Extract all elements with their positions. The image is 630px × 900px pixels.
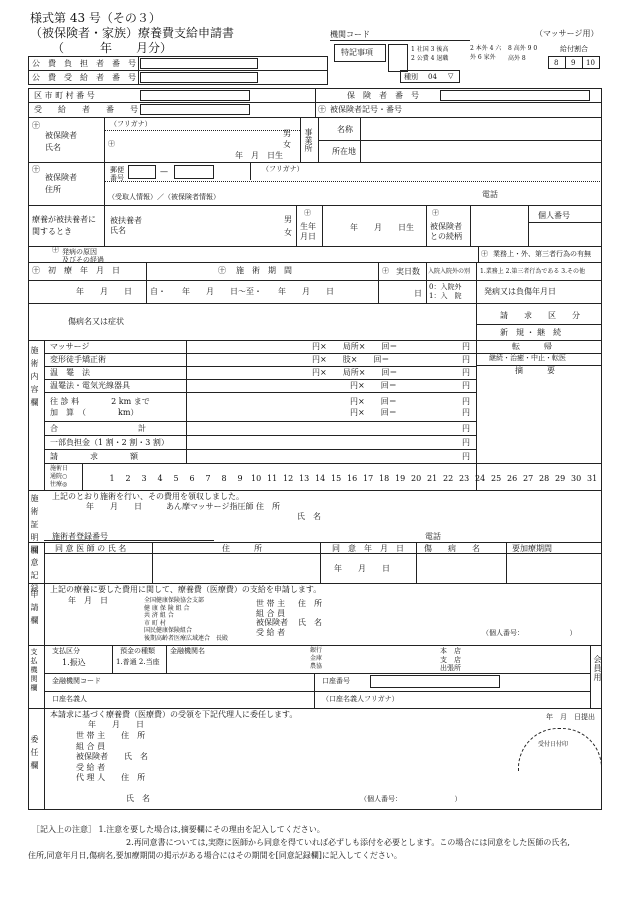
day-11[interactable]: 11 bbox=[267, 474, 278, 483]
male-label: 男 bbox=[283, 129, 291, 138]
opt3: 2 本外 4 六外 6 家外 bbox=[470, 45, 502, 61]
kubun-label: 支払区分 bbox=[52, 647, 80, 655]
treat-row-massage-detail: 円× 局所× 回＝ bbox=[312, 342, 398, 351]
denwa-label: 電話 bbox=[482, 190, 498, 199]
day-5[interactable]: 5 bbox=[173, 474, 179, 483]
day-12[interactable]: 12 bbox=[283, 474, 294, 483]
kyufu-8: 8 bbox=[554, 59, 559, 67]
day-26[interactable]: 26 bbox=[507, 474, 518, 483]
app-who: 世 帯 主 組 合 員 被保険者 受 給 者 bbox=[256, 599, 288, 637]
treat-row-henkei: 変形徒手矯正術 bbox=[50, 355, 106, 364]
jitsu-label: 実日数 bbox=[396, 267, 420, 276]
treat-row-denki: 温罨法・電気光線器具 bbox=[50, 381, 130, 390]
day-21[interactable]: 21 bbox=[427, 474, 438, 483]
day-6[interactable]: 6 bbox=[189, 474, 195, 483]
treat-row-oushin-yen: 円 円 bbox=[462, 397, 470, 417]
gyomu2-label: 1.業務上 2.第三者行為である 3.その他 bbox=[480, 268, 585, 275]
gyomu-label: 業務上・外、第三者行為の有無 bbox=[493, 250, 591, 258]
chevron-down-icon: ▽ bbox=[448, 72, 454, 80]
code-label: 金融機関コード bbox=[52, 677, 101, 685]
kohi-futan-label: 公 費 負 担 者 番 号 bbox=[32, 59, 136, 68]
app-date: 年 月 日 bbox=[68, 596, 108, 605]
shoryo-date: 年 月 日 bbox=[76, 287, 132, 296]
treat-row-seikyu-yen: 円 bbox=[462, 452, 470, 461]
treat-row-futan-yen: 円 bbox=[462, 438, 470, 447]
kohi-futan-input[interactable] bbox=[140, 58, 258, 69]
doui-date-h: 同 意 年 月 日 bbox=[332, 544, 404, 553]
day-9[interactable]: 9 bbox=[237, 474, 243, 483]
treat-row-onan-detail: 円× 局所× 回＝ bbox=[312, 368, 398, 377]
form-month: （ 年 月分） bbox=[52, 41, 173, 55]
app-kojin: （個人番号： ） bbox=[482, 629, 577, 637]
tekiyo-label: 摘 要 bbox=[515, 366, 555, 375]
app-addr: 住 所 氏 名 bbox=[298, 599, 322, 627]
nyuin-opts: 0：入院外 1：入 院 bbox=[429, 283, 462, 300]
opt4: 8 高外 9 0 高外 8 bbox=[508, 45, 538, 62]
day-3[interactable]: 3 bbox=[141, 474, 147, 483]
treat-row-onan: 温 罨 法 bbox=[50, 368, 90, 377]
kikan-row: 自・ 年 月 日〜至・ 年 月 日 bbox=[150, 287, 334, 296]
kohi-jukyu-label: 公 費 受 給 者 番 号 bbox=[32, 73, 136, 82]
day-31[interactable]: 31 bbox=[587, 474, 598, 483]
jukyusha-label: 受 給 者 番 号 bbox=[34, 105, 138, 114]
cert-line1: 上記のとおり施術を行い、その費用を領収しました。 bbox=[52, 492, 244, 501]
day-4[interactable]: 4 bbox=[157, 474, 163, 483]
doui-yoshi: 要加療期間 bbox=[512, 544, 552, 553]
shubetsu-label: 種別 bbox=[404, 73, 418, 81]
koza-input[interactable] bbox=[370, 675, 500, 688]
kojin-label: 個人番号 bbox=[538, 211, 570, 220]
treat-row-total-yen: 円 bbox=[462, 424, 470, 433]
tokki-label: 特記事項 bbox=[341, 48, 373, 57]
kaiin-label: 会員用 bbox=[593, 655, 602, 682]
note-line1: ［記入上の注意］ 1.注意を要した場合は,摘要欄にその理由を記入してください。 bbox=[32, 825, 325, 834]
bank-types: 銀行 金庫 農協 bbox=[310, 647, 323, 670]
opt2: 2 公費 4 退職 bbox=[411, 55, 449, 62]
insured-dob: 年 月 日生 bbox=[235, 151, 283, 160]
cause-label: 発病の原因 及びその経過 bbox=[62, 248, 104, 264]
day-14[interactable]: 14 bbox=[315, 474, 326, 483]
byomei-label: 傷病名又は症状 bbox=[68, 317, 124, 326]
hokensha-input[interactable] bbox=[440, 90, 590, 101]
form-title: （被保険者・家族）療養費支給申請書 bbox=[30, 26, 235, 40]
day-18[interactable]: 18 bbox=[379, 474, 390, 483]
treat-row-oushin: 往 診 料 2 km まで 加 算 （ km） bbox=[50, 397, 150, 417]
family-male: 男 bbox=[284, 215, 292, 224]
day-28[interactable]: 28 bbox=[539, 474, 550, 483]
shubetsu-value: 04 bbox=[428, 73, 437, 81]
day-30[interactable]: 30 bbox=[571, 474, 582, 483]
yokin-val: 1.普通 2.当座 bbox=[116, 658, 160, 666]
pay-side-label: 支払機関欄 bbox=[30, 648, 38, 693]
treat-row-total: 合 計 bbox=[50, 424, 146, 433]
family-label: 療養が被扶養者に 関するとき bbox=[32, 215, 96, 236]
honin-check[interactable] bbox=[388, 44, 408, 72]
treat-row-massage: マッサージ bbox=[50, 342, 90, 351]
jigyosho-label: 事業所 bbox=[304, 128, 313, 152]
visit-label: 施術日 通院○ 往療◎ bbox=[50, 465, 69, 488]
day-25[interactable]: 25 bbox=[491, 474, 502, 483]
day-10[interactable]: 10 bbox=[251, 474, 262, 483]
juryo-label: （受取人情報）／（被保険者情報） bbox=[108, 193, 220, 201]
shoryo-label: 初 療 年 月 日 bbox=[48, 266, 120, 275]
shinki-label: 新 規 ・ 継 続 bbox=[500, 328, 562, 337]
day-19[interactable]: 19 bbox=[395, 474, 406, 483]
massage-label: （マッサージ用） bbox=[535, 29, 599, 38]
doui-byomei: 傷 病 名 bbox=[424, 544, 480, 553]
note-line2: 2.再同意書については,実際に医師から同意を得ていれば必ずしも添付を必要とします。この場合には同意をした医師の氏名, bbox=[126, 838, 570, 847]
treat-row-seikyu: 請 求 額 bbox=[50, 452, 138, 461]
kubun-val: 1.振込 bbox=[62, 658, 86, 667]
yubin-input-2[interactable] bbox=[174, 165, 214, 179]
hokensha-label: 保 険 者 番 号 bbox=[347, 91, 419, 100]
day-2[interactable]: 2 bbox=[125, 474, 131, 483]
day-16[interactable]: 16 bbox=[347, 474, 358, 483]
hasshou-label: 発病又は負傷年月日 bbox=[484, 287, 556, 296]
del-dairi: 代 理 人 住 所 bbox=[76, 773, 146, 782]
del-line1: 本請求に基づく療養費（医療費）の受領を下記代理人に委任します。 bbox=[50, 710, 298, 719]
family-dob-label: 生年 月日 bbox=[300, 222, 316, 241]
treat-row-oushin-detail: 円× 回＝ 円× 回＝ bbox=[350, 397, 397, 417]
cert-line3: 氏 名 bbox=[297, 512, 321, 521]
uketsuke-label: 受付日付印 bbox=[538, 741, 569, 748]
seikyu-label: 請 求 区 分 bbox=[500, 311, 580, 320]
kigo-label: 被保険者記号・番号 bbox=[330, 105, 402, 114]
del-shimei: 氏 名 bbox=[126, 794, 150, 803]
doui-jusho: 住 所 bbox=[222, 544, 262, 553]
treat-row-massage-yen: 円 bbox=[462, 342, 470, 351]
meisho-label: 名称 bbox=[337, 125, 353, 134]
yubin-input-1[interactable] bbox=[128, 165, 156, 179]
shozaichi-label: 所在地 bbox=[332, 147, 356, 156]
furigana2-label: （フリガナ） bbox=[262, 165, 304, 173]
tenki-opts: 継続・治癒・中止・転医 bbox=[489, 354, 566, 362]
teishutsu-label: 年 月 日提出 bbox=[546, 713, 595, 721]
day-13[interactable]: 13 bbox=[299, 474, 310, 483]
doui-ishi: 同 意 医 師 の 氏 名 bbox=[55, 544, 127, 553]
furigana-label: （フリガナ） bbox=[110, 120, 152, 128]
meigi-furigana: （口座名義人フリガナ） bbox=[322, 695, 399, 703]
tenki-label: 転 帰 bbox=[512, 342, 552, 351]
kohi-jukyu-input[interactable] bbox=[140, 72, 258, 83]
nyuin-label: 入院入院外の別 bbox=[428, 268, 471, 275]
shichoson-label: 区 市 町 村 番 号 bbox=[34, 91, 95, 100]
meigi-label: 口座名義人 bbox=[52, 695, 87, 703]
del-side-label: 委任欄 bbox=[30, 735, 39, 774]
kikan-code-label: 機関コード bbox=[330, 30, 370, 39]
insured-name-label: 被保険者 氏名 bbox=[45, 131, 77, 152]
treat-row-denki-yen: 円 bbox=[462, 381, 470, 390]
family-dob: 年 月 日生 bbox=[350, 223, 414, 232]
treat-row-onan-yen: 円 bbox=[462, 368, 470, 377]
zokugara-label: 被保険者 との続柄 bbox=[430, 222, 462, 241]
day-29[interactable]: 29 bbox=[555, 474, 566, 483]
del-date: 年 月 日 bbox=[88, 720, 144, 729]
shichoson-input[interactable] bbox=[140, 90, 250, 101]
day-17[interactable]: 17 bbox=[363, 474, 374, 483]
doui-side-label: 同意記録 bbox=[30, 545, 39, 597]
kyufu-9: 9 bbox=[571, 59, 576, 67]
form-number: 様式第 43 号（その３） bbox=[30, 11, 161, 25]
treat-row-henkei-detail: 円× 肢× 回＝ bbox=[312, 355, 390, 364]
treat-row-futan: 一部負担金（1 割・2 割・3 割） bbox=[50, 438, 169, 447]
female-label: 女 bbox=[283, 140, 291, 149]
treat-row-henkei-yen: 円 bbox=[462, 355, 470, 364]
sejutsu-label: 施 術 期 間 bbox=[236, 266, 292, 275]
day-20[interactable]: 20 bbox=[411, 474, 422, 483]
touroku-label: 施術者登録番号 bbox=[52, 532, 108, 541]
day-23[interactable]: 23 bbox=[459, 474, 470, 483]
kikan-label: 金融機関名 bbox=[170, 647, 205, 655]
yokin-label: 預金の種類 bbox=[120, 647, 155, 655]
yubin-label: 郵便 番号 bbox=[110, 166, 124, 182]
day-24[interactable]: 24 bbox=[475, 474, 486, 483]
app-side-label: 申請欄 bbox=[30, 590, 39, 629]
day-1[interactable]: 1 bbox=[109, 474, 115, 483]
app-line1: 上記の療養に要した費用に関して、療養費（医療費）の支給を申請します。 bbox=[50, 585, 322, 594]
branch-types: 本 店 支 店 出張所 bbox=[440, 647, 461, 672]
kyufu-10: 10 bbox=[586, 59, 595, 67]
doui-date: 年 月 日 bbox=[334, 564, 390, 573]
cert-side-label: 施術証明欄 bbox=[30, 494, 39, 559]
cert-line2: 年 月 日 あん摩マッサージ指圧師 住 所 bbox=[86, 502, 281, 511]
app-orgs: 全国健康保険協会支部 健 康 保 険 組 合 共 済 組 合 市 町 村 国民健康保険組合 後期高齢者医療広域連合 長殿 bbox=[144, 597, 229, 642]
treat-side-label: 施術内容欄 bbox=[30, 346, 39, 411]
day-8[interactable]: 8 bbox=[221, 474, 227, 483]
family-name-label: 被扶養者 氏名 bbox=[110, 216, 142, 235]
kyufu-label: 給付割合 bbox=[560, 45, 588, 53]
del-kojin: （個人番号： ） bbox=[360, 795, 462, 803]
day-7[interactable]: 7 bbox=[205, 474, 211, 483]
opt1: 1 社国 3 後高 bbox=[411, 46, 449, 53]
jukyusha-input[interactable] bbox=[140, 104, 250, 115]
family-female: 女 bbox=[284, 228, 292, 237]
note-line3: 住所,同意年月日,傷病名,要加療期間の掲示がある場合にはその期間を[同意記録欄]に記入してください。 bbox=[28, 851, 402, 860]
del-who: 世 帯 主 住 所 組 合 員 被保険者 氏 名 受 給 者 bbox=[76, 731, 148, 772]
day-15[interactable]: 15 bbox=[331, 474, 342, 483]
treat-row-denki-detail: 円× 回＝ bbox=[350, 381, 397, 390]
insured-address-label: 被保険者 住所 bbox=[45, 173, 77, 194]
cert-denwa: 電話 bbox=[425, 532, 441, 541]
day-27[interactable]: 27 bbox=[523, 474, 534, 483]
day-22[interactable]: 22 bbox=[443, 474, 454, 483]
koza-label: 口座番号 bbox=[322, 677, 350, 685]
